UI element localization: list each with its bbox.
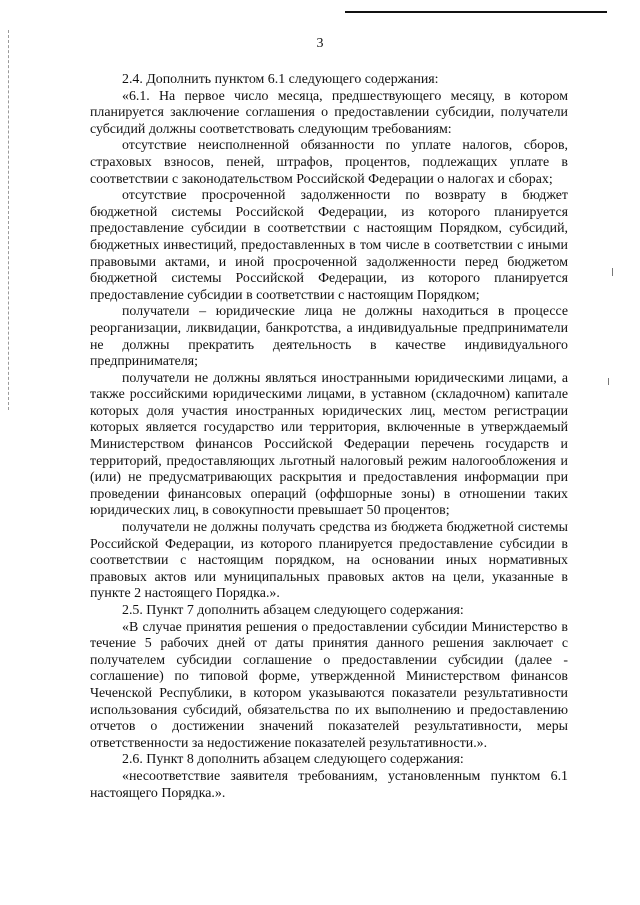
requirement-no-overdue-debt: отсутствие просроченной задолженности по возврату в бюджет бюджетной системы Российской Федерации, из которого планируется предоставление субсидии в соответствии с настоящим Порядком, субсидий, бюджетных инвестиций, предоставленных в том числе в соответствии с иными правовыми актами, и иной просроченной задолженности перед бюджетом бюджетной системы Российской Федерации, из которого планируется предоставление субсидии в соответствии с настоящим Порядком; bbox=[90, 188, 568, 303]
paragraph-6-1-intro: «6.1. На первое число месяца, предшествующего месяцу, в котором планируется заключение соглашения о предоставлении субсидии, получатели субсидий должны соответствовать следующим требованиям: bbox=[90, 88, 568, 137]
requirement-not-in-liquidation: получатели – юридические лица не должны находиться в процессе реорганизации, ликвидации, банкротства, а индивидуальные предприниматели не должны прекратить деятельность в качестве индивидуального предпринимателя; bbox=[90, 304, 568, 370]
paragraph-agreement-clause: «В случае принятия решения о предоставлении субсидии Министерство в течение 5 рабочих дней от даты принятия данного решения заключает с получателем субсидии соглашение о предоставлении субсидии (далее - соглашение) по типовой форме, утвержденной Министерством финансов Чеченской Республики, в котором указываются показатели результативности использования субсидий, обязательства по их выполнению и предоставлению отчетов о достижении значений показателей результативности, меры ответственности за недостижение показателей результативности.». bbox=[90, 619, 568, 751]
document-body bbox=[90, 72, 568, 802]
paragraph-2-4-heading: 2.4. Дополнить пунктом 6.1 следующего содержания: bbox=[122, 72, 439, 87]
requirement-no-tax-debt: отсутствие неисполненной обязанности по уплате налогов, сборов, страховых взносов, пеней, штрафов, процентов, подлежащих уплате в соответствии с законодательством Российской Федерации о налогах и сборах; bbox=[90, 138, 568, 187]
paragraph-2-5-heading: 2.5. Пункт 7 дополнить абзацем следующего содержания: bbox=[122, 603, 464, 618]
margin-scan-mark bbox=[608, 378, 609, 385]
binding-edge-mark bbox=[8, 30, 10, 410]
requirement-no-other-budget-funds: получатели не должны получать средства из бюджета бюджетной системы Российской Федерации, из которого планируется предоставление субсидии в соответствии с настоящим порядком, на основании иных нормативных правовых актов или муниципальных правовых актов на цели, указанные в пункте 2 настоящего Порядка.». bbox=[90, 520, 568, 602]
page-number: 3 bbox=[316, 36, 324, 51]
header-rule bbox=[345, 11, 607, 13]
paragraph-2-6-heading: 2.6. Пункт 8 дополнить абзацем следующего содержания: bbox=[122, 752, 464, 768]
margin-scan-mark bbox=[612, 268, 613, 276]
requirement-not-foreign-entity: получатели не должны являться иностранными юридическими лицами, а также российскими юридическими лицами, в уставном (складочном) капитале которых доля участия иностранных юридических лиц, местом регистрации которых является государство или территория, включенные в утверждаемый Министерством финансов Российской Федерации перечень государств и территорий, предоставляющих льготный налоговый режим налогообложения и (или) не предусматривающих раскрытия и предоставления информации при проведении финансовых операций (оффшорные зоны) в отношении таких юридических лиц, в совокупности превышает 50 процентов; bbox=[90, 370, 568, 519]
paragraph-nonconformity-clause: «несоответствие заявителя требованиям, установленным пунктом 6.1 настоящего Порядка.». bbox=[90, 768, 568, 801]
